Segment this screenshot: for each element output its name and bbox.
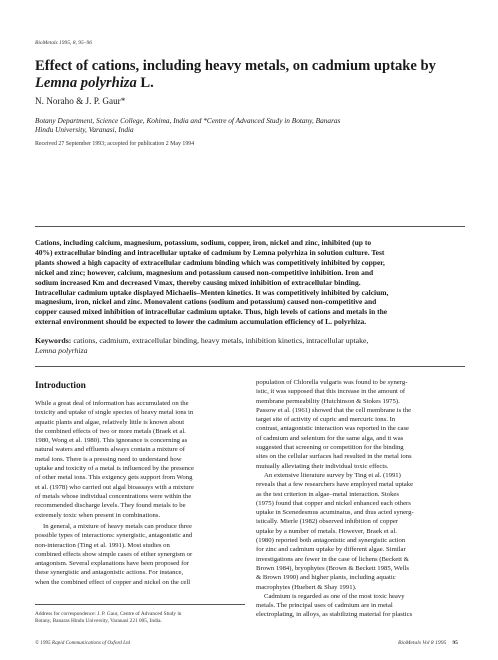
correspondence-footnote	[35, 611, 245, 626]
text-line: An extensive literature survey by Ting et al. (1991)	[264, 471, 401, 479]
abstract-line: magnesium, iron, nickel and zinc. Monovalent cations (sodium and potassium) caused non-competitive and	[35, 297, 377, 307]
text-line: suggested that screening or competition for the binding	[256, 444, 404, 452]
abstract-line: copper caused mixed inhibition of intracellular cadmium uptake. Thus, high levels of cations and metals in the	[35, 307, 388, 317]
text-line: (1980) reported both antagonistic and synergistic action	[256, 537, 406, 545]
abstract-line: Intracellular cadmium uptake displayed Michaelis–Menten kinetics. It was competitively inhibited by calcium,	[35, 287, 389, 297]
title-main: Effect of cations, including heavy metals, on cadmium uptake by	[35, 58, 436, 74]
text-line: antagonism. Several explanations have been proposed for	[35, 560, 189, 568]
abstract-line: plants showed a high capacity of extracellular cadmium binding which was competitively inhibited by copper,	[35, 257, 385, 267]
text-line: sites on the cellular surfaces had resulted in the metal ions	[256, 453, 412, 461]
text-line: Brown 1984), bryophytes (Brown & Beckett 1985, Wells	[256, 564, 409, 572]
abstract-line: nickel and zinc; however, calcium, magnesium and potassium caused non-competitive inhibition. Iron and	[35, 267, 374, 277]
keywords-species: Lemna polyrhiza	[35, 346, 88, 356]
abstract-line: Cations, including calcium, magnesium, potassium, sodium, copper, iron, nickel and zinc, inhibited (up to	[35, 238, 372, 247]
text-line: uptake in Scenedesmus acuminatus, and thus acted synerg-	[256, 509, 414, 517]
footnote-line: Botany, Banaras Hindu University, Varanasi 221 005, India.	[35, 618, 162, 625]
right-paragraph-1	[256, 378, 466, 471]
text-line: investigations are fewer in the case of lichens (Beckett &	[256, 555, 409, 563]
text-line: population of Chlorella vulgaris was found to be synerg-	[256, 379, 408, 386]
text-line: et al. (1978) who carried out algal bioassays with a mixture	[35, 483, 194, 491]
journal-footer-text: BioMetals Vol 8 1995	[398, 640, 447, 646]
text-line: membrane permeability (Hutchinson & Stokes 1975).	[256, 397, 400, 405]
text-line: the combined effects of two or more metals (Braek et al.	[35, 427, 186, 435]
affiliation-line: Botany Department, Science College, Kohima, India and *Centre of Advanced Study in Botany, Banaras	[35, 116, 341, 125]
title-suffix: L.	[136, 75, 154, 91]
text-line: In general, a mixture of heavy metals can produce three	[43, 523, 192, 530]
abstract-top-rule	[35, 226, 465, 227]
text-line: istic, it was supposed that this increase in the amount of	[256, 388, 406, 396]
text-line: natural waters and effluents always contain a mixture of	[35, 446, 185, 454]
text-line: as the test criterion in algae–metal interaction. Stokes	[256, 490, 399, 498]
text-line: for zinc and cadmium uptake by different algae. Similar	[256, 546, 406, 554]
text-line: contrast, antagonistic interaction was reported in the case	[256, 425, 410, 433]
text-line: istically. Mierle (1982) observed inhibition of copper	[256, 518, 399, 526]
text-line: uptake by a number of metals. However, Braek et al.	[256, 527, 397, 535]
introduction-paragraph-1	[35, 399, 245, 520]
copyright-footer: © 1995 Rapid Communications of Oxford Ltd	[35, 640, 131, 646]
text-line: reveals that a few researchers have employed metal uptake	[256, 481, 414, 489]
text-line: when the combined effect of copper and nickel on the cell	[35, 578, 191, 586]
text-line: mutually alleviating their individual toxic effects.	[256, 462, 389, 470]
text-line: Passow et al. (1961) showed that the cell membrane is the	[256, 406, 412, 414]
title-species: Lemna polyrhiza	[35, 75, 137, 91]
keywords-list: cations, cadmium, extracellular binding, heavy metals, inhibition kinetics, intracellular uptake,	[71, 336, 369, 345]
text-line: While a great deal of information has accumulated on the	[35, 400, 189, 407]
text-line: of metals whose individual concentrations were within the	[35, 492, 192, 500]
text-line: uptake and toxicity of a metal is influenced by the presence	[35, 465, 194, 473]
text-line: possible types of interactions: synergistic, antagonistic and	[35, 532, 193, 540]
text-line: target site of activity of cupric and mercuric ions. In	[256, 416, 396, 424]
page-number: 95	[452, 640, 458, 646]
text-line: electroplating, in alloys, as stabilizing material for plastics	[256, 611, 413, 619]
right-column-text	[256, 378, 466, 620]
text-line: non-interaction (Ting et al. 1991). Most studies on	[35, 541, 170, 549]
journal-reference: BioMetals 1995, 8, 95–96	[35, 40, 92, 46]
text-line: metal ions. There is a pressing need to understand how	[35, 455, 182, 463]
abstract-line: 40%) extracellular binding and intracellular uptake of cadmium by Lemna polyrhiza in solution culture. Test	[35, 247, 385, 257]
received-dates: Received 27 September 1993; accepted for publication 2 May 1994	[35, 141, 195, 147]
introduction-paragraph-2	[35, 522, 245, 587]
text-line: aquatic plants and algae, relatively little is known about	[35, 418, 185, 426]
keywords	[35, 336, 465, 357]
text-line: toxicity and uptake of single species of heavy metal ions in	[35, 409, 194, 417]
text-line: combined effects show simple cases of either synergism or	[35, 550, 193, 558]
right-paragraph-3	[256, 592, 466, 620]
authors: N. Noraho & J. P. Gaur*	[35, 96, 126, 106]
text-line: extremely toxic when present in combinations.	[35, 511, 161, 519]
right-paragraph-2	[256, 471, 466, 592]
introduction-heading: Introduction	[35, 381, 86, 391]
text-line: metals. The principal uses of cadmium are in metal	[256, 602, 393, 610]
keywords-bottom-rule	[35, 366, 465, 367]
abstract-line: external environment should be expected to lower the cadmium accumulation efficiency of L. polyrhiza.	[35, 317, 367, 327]
text-line: recommended discharge levels. They found metals to be	[35, 502, 186, 510]
affiliation-line: Hindu University, Varanasi, India	[35, 125, 134, 135]
text-line: of cadmium and selenium for the same alga, and it was	[256, 434, 404, 442]
text-line: & Brown 1990) and higher plants, including aquatic	[256, 574, 396, 582]
text-line: of other metal ions. This exigency gets support from Wong	[35, 474, 193, 482]
footnote-line: Address for correspondence: J. P. Gaur, Centre of Advanced Study in	[35, 611, 182, 617]
affiliation	[35, 116, 465, 135]
text-line: Cadmium is regarded as one of the most toxic heavy	[264, 592, 405, 600]
keywords-label: Keywords:	[35, 336, 72, 345]
text-line: (1975) found that copper and nickel enhanced each others	[256, 499, 411, 507]
article-title	[35, 58, 465, 92]
abstract-line: sodium increased Km and decreased Vmax, thereby causing mixed inhibition of extracellular binding.	[35, 277, 361, 287]
text-line: macrophytes (Huebert & Shay 1991).	[256, 583, 357, 591]
text-line: these synergistic and antagonistic actions. For instance,	[35, 569, 184, 577]
abstract	[35, 238, 465, 327]
footnote-rule	[35, 604, 245, 605]
text-line: 1980, Wong et al. 1980). This ignorance is concerning as	[35, 437, 188, 445]
journal-footer	[398, 640, 458, 646]
